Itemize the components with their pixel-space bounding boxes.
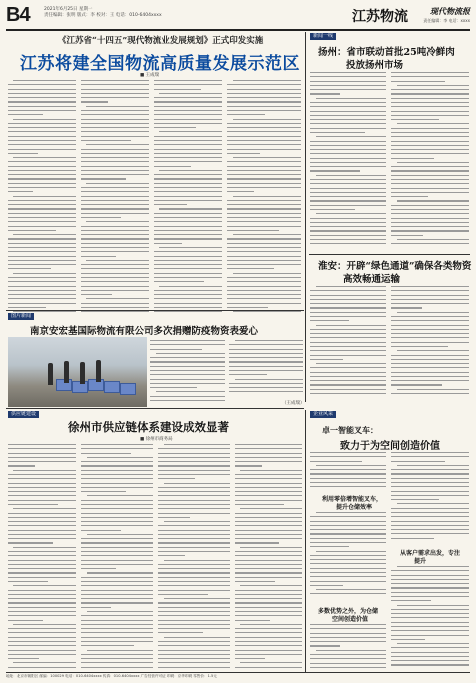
story2-headline-1: 淮安：开辟“绿色通道”确保各类物资 <box>318 261 472 272</box>
supply-body-col4 <box>235 444 302 672</box>
news-photo <box>8 337 147 407</box>
page-header <box>6 4 470 28</box>
enterprise-sub1b: 提升仓储效率 <box>336 504 373 511</box>
page-number: B4 <box>6 4 30 26</box>
story2-headline-2: 高效畅通运输 <box>343 274 401 285</box>
photo-news-author: （王成瑞） <box>282 401 305 406</box>
right-top-body-a <box>310 72 386 252</box>
divider <box>309 254 470 255</box>
tag-supply-chain: 供应链建设 <box>8 411 39 418</box>
enterprise-kicker: 卓一智能叉车： <box>322 425 378 435</box>
issue-date: 2021年6月25日 星期一 <box>44 7 93 12</box>
story2-body-b <box>391 286 469 401</box>
supply-chain-author: ■ 徐州市商务局 <box>140 437 173 442</box>
header-rule <box>6 29 470 31</box>
lead-author: ■ 王成瑞 <box>140 73 160 78</box>
supply-body-col3 <box>158 444 230 672</box>
enterprise-body-b2 <box>391 566 469 672</box>
lead-headline: 江苏将建全国物流高质量发展示范区 <box>20 54 300 74</box>
lead-body-col3 <box>154 80 222 320</box>
right-top-body-b <box>391 72 469 252</box>
enterprise-body-a2 <box>310 512 386 602</box>
enterprise-body-a1 <box>310 452 386 492</box>
supply-body-col1 <box>8 444 76 672</box>
photo-news-body-b <box>229 340 303 400</box>
tag-news: 新闻一线 <box>310 33 336 40</box>
column-divider <box>305 32 306 402</box>
enterprise-sub2b: 提升 <box>414 558 427 565</box>
enterprise-sub3: 多数优势之外，为仓储 <box>318 608 379 615</box>
tag-enterprise: 企业风采 <box>310 411 336 418</box>
story2-body-a <box>310 286 386 401</box>
issue-meta <box>44 7 162 19</box>
enterprise-body-a3 <box>310 624 386 672</box>
newspaper-brand: 现代物流报 <box>430 6 470 16</box>
page-footer: 地址：北京市朝阳区 邮编：100029 电话：010-6404xxxx 传真：010-6404xxxx 广告经营许可证 印刷：京华印刷 零售价：1.5元 <box>6 674 217 678</box>
section-title: 江苏物流 <box>352 9 408 25</box>
enterprise-headline: 致力于为空间创造价值 <box>340 441 440 452</box>
photo-news-body-a <box>150 340 225 406</box>
section-editor: 责任编辑：李 电话：xxxx <box>423 18 470 23</box>
enterprise-sub1: 利用零倍增智能叉车， <box>322 496 383 503</box>
photo-news-headline: 南京安宏基国际物流有限公司多次捐赠防疫物资表爱心 <box>30 326 259 337</box>
column-divider-lower <box>305 410 306 672</box>
enterprise-body-b1 <box>391 452 469 544</box>
right-top-headline-2: 投放扬州市场 <box>346 60 404 71</box>
enterprise-sub3b: 空间创造价值 <box>332 616 369 623</box>
right-top-headline-1: 扬州：省市联动首批25吨冷鲜肉 <box>318 47 455 58</box>
issue-editors: 责任编辑：张明 版式：李 校对：王 电话：010-6404xxxx <box>44 13 162 18</box>
lead-body-col4 <box>227 80 301 320</box>
lead-body-col1 <box>8 80 76 320</box>
tag-photo-news: 图片新闻 <box>8 313 34 320</box>
lead-subtitle: 《江苏省“十四五”现代物流业发展规划》正式印发实施 <box>58 36 264 46</box>
footer-rule <box>6 672 470 673</box>
divider <box>6 310 304 311</box>
divider <box>6 408 304 409</box>
lead-body-col2 <box>81 80 149 320</box>
supply-body-col2 <box>81 444 153 672</box>
enterprise-sub2: 从客户需求出发，专注 <box>400 550 461 557</box>
supply-chain-headline: 徐州市供应链体系建设成效显著 <box>68 420 229 434</box>
